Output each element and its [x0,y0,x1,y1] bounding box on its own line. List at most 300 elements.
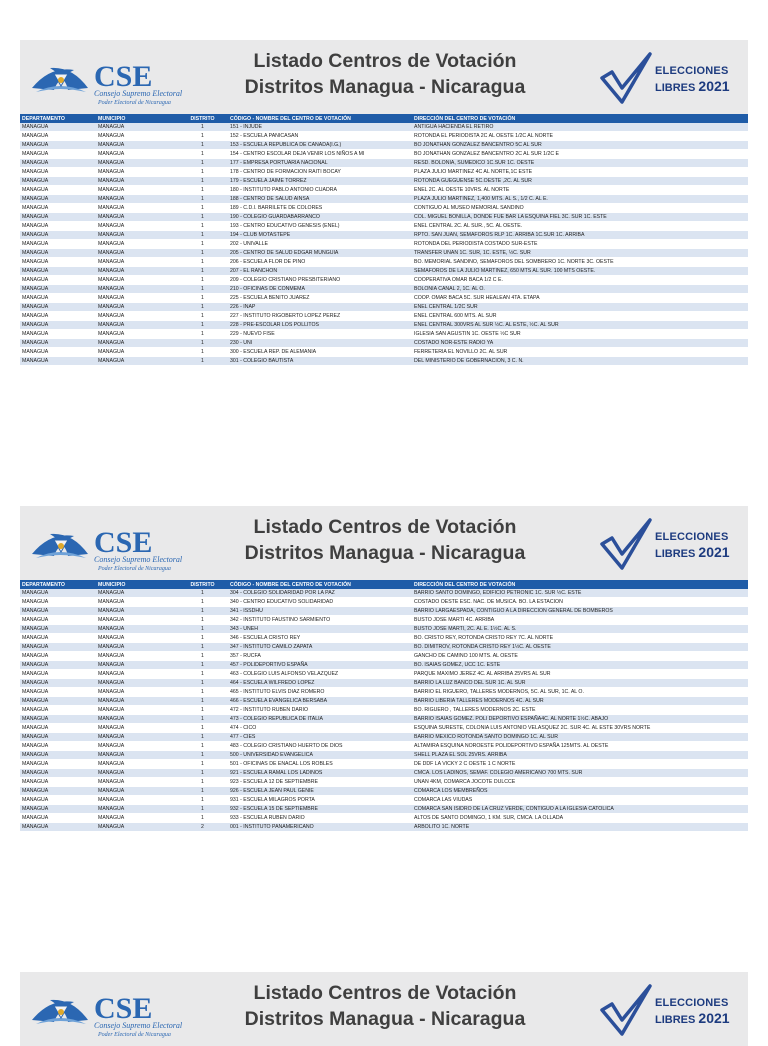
cell-departamento: MANAGUA [20,706,96,715]
table-row [20,267,748,276]
cell-direccion: CONTIGUO AL MUSEO MEMORIAL SANDINO [412,204,748,213]
table-row [20,724,748,733]
cse-logo [28,52,188,108]
cell-departamento: MANAGUA [20,240,96,249]
table-row [20,177,748,186]
table-row [20,652,748,661]
cell-centro-votacion: 226 - INAP [228,303,412,312]
cell-distrito: 1 [177,769,228,778]
badge-line-1: ELECCIONES [655,65,729,77]
cell-distrito: 1 [177,634,228,643]
cell-distrito: 1 [177,231,228,240]
cell-distrito: 1 [177,195,228,204]
cell-centro-votacion: 202 - UNIVALLE [228,240,412,249]
cell-municipio: MANAGUA [96,805,177,814]
cell-direccion: ROTONDA EL PERIODISTA 2C AL OESTE 1/2C AL NORTE [412,132,748,141]
cell-direccion: BARRIO MEXICO ROTONDA SANTO DOMINGO 1C. AL SUR [412,733,748,742]
cell-distrito: 1 [177,150,228,159]
cell-municipio: MANAGUA [96,222,177,231]
cell-distrito: 1 [177,697,228,706]
cell-distrito: 1 [177,339,228,348]
cell-municipio: MANAGUA [96,186,177,195]
cell-departamento: MANAGUA [20,778,96,787]
table-row [20,814,748,823]
cell-departamento: MANAGUA [20,805,96,814]
table-row [20,330,748,339]
table-row [20,679,748,688]
cell-centro-votacion: 179 - ESCUELA JAIME TORREZ [228,177,412,186]
column-header-direccion: DIRECCIÓN DEL CENTRO DE VOTACIÓN [412,114,748,123]
cell-municipio: MANAGUA [96,132,177,141]
cell-departamento: MANAGUA [20,339,96,348]
title-line-1: Listado Centros de Votación [253,516,517,538]
cell-distrito: 1 [177,204,228,213]
cell-centro-votacion: 304 - COLEGIO SOLIDARIDAD POR LA PAZ [228,589,412,598]
cell-centro-votacion: 193 - CENTRO EDUCATIVO GENESIS (ENEL) [228,222,412,231]
cell-municipio: MANAGUA [96,195,177,204]
table-row [20,321,748,330]
cell-centro-votacion: 152 - ESCUELA PANICASAN [228,132,412,141]
cell-direccion: BUSTO JOSE MARTI 4C. ARRIBA [412,616,748,625]
cell-distrito: 1 [177,132,228,141]
cell-centro-votacion: 190 - COLEGIO GUARDABARRANCO [228,213,412,222]
cell-direccion: PLAZA JULIO MARTINEZ, 1,400 MTS. AL S., 1/2 C. AL E. [412,195,748,204]
table-row [20,598,748,607]
elecciones-badge [598,980,748,1040]
table-row [20,123,748,132]
cell-direccion: COOPERATIVA OMAR BACA 1/2 C E. [412,276,748,285]
table-row [20,231,748,240]
cell-centro-votacion: 465 - INSTITUTO ELVIS DIAZ ROMERO [228,688,412,697]
cell-centro-votacion: 923 - ESCUELA 12 DE SEPTIEMBRE [228,778,412,787]
cell-direccion: BARRIO ISAIAS GOMEZ. POLI DEPORTIVO ESPAÑA4C. AL NORTE 1½C. ABAJO [412,715,748,724]
cell-centro-votacion: 932 - ESCUELA 15 DE SEPTIEMBRE [228,805,412,814]
cell-distrito: 1 [177,652,228,661]
checkmark-icon [598,514,654,574]
cell-departamento: MANAGUA [20,213,96,222]
cell-centro-votacion: 151 - INJUDE [228,123,412,132]
cell-direccion: RPTO. SAN JUAN, SEMAFOROS RLP 1C. ARRIBA 1C.SUR 1C. ARRIBA [412,231,748,240]
cell-centro-votacion: 933 - ESCUELA RUBEN DARIO [228,814,412,823]
voting-centers-table [20,580,748,832]
table-row [20,661,748,670]
cell-direccion: ENEL CENTRAL 1/2C SUR [412,303,748,312]
cell-direccion: BO JONATHAN GONZALEZ BANCENTRO 5C AL SUR [412,141,748,150]
cell-direccion: BO. CRISTO REY, ROTONDA CRISTO REY 7C. AL NORTE [412,634,748,643]
cell-departamento: MANAGUA [20,652,96,661]
cell-centro-votacion: 207 - EL RANCHON [228,267,412,276]
cell-departamento: MANAGUA [20,348,96,357]
cell-distrito: 1 [177,249,228,258]
cell-municipio: MANAGUA [96,742,177,751]
cell-departamento: MANAGUA [20,733,96,742]
cell-centro-votacion: 477 - CIES [228,733,412,742]
cell-centro-votacion: 343 - UNEH [228,625,412,634]
cell-centro-votacion: 154 - CENTRO ESCOLAR DEJA VENIR LOS NIÑOS A MI [228,150,412,159]
cell-distrito: 1 [177,688,228,697]
cell-direccion: SHELL PLAZA EL SOL 25VRS. ARRIBA [412,751,748,760]
table-row [20,607,748,616]
cell-direccion: BO JONATHAN GONZALEZ BANCENTRO 2C AL SUR 1/2C E [412,150,748,159]
cell-distrito: 1 [177,778,228,787]
badge-line-2: LIBRES [655,548,696,560]
logo-subtitle-2: Poder Electoral de Nicaragua [98,566,171,572]
cell-municipio: MANAGUA [96,303,177,312]
cell-municipio: MANAGUA [96,634,177,643]
cell-distrito: 1 [177,141,228,150]
logo-text: CSE [94,992,153,1025]
cell-departamento: MANAGUA [20,679,96,688]
cell-departamento: MANAGUA [20,294,96,303]
cell-centro-votacion: 483 - COLEGIO CRISTIANO HUERTO DE DIOS [228,742,412,751]
cell-distrito: 1 [177,715,228,724]
cell-departamento: MANAGUA [20,751,96,760]
cell-centro-votacion: 209 - COLEGIO CRISTIANO PRESBITERIANO [228,276,412,285]
cell-centro-votacion: 225 - ESCUELA BENITO JUAREZ [228,294,412,303]
cell-municipio: MANAGUA [96,168,177,177]
cell-direccion: BARRIO LA LUZ BANCO DEL SUR 1C. AL SUR [412,679,748,688]
cell-departamento: MANAGUA [20,357,96,366]
cell-centro-votacion: 501 - OFICINAS DE ENACAL LOS ROBLES [228,760,412,769]
logo-subtitle-2: Poder Electoral de Nicaragua [98,100,171,106]
cell-centro-votacion: 301 - COLEGIO BAUTISTA [228,357,412,366]
cell-municipio: MANAGUA [96,715,177,724]
cell-centro-votacion: 463 - COLEGIO LUIS ALFONSO VELAZQUEZ [228,670,412,679]
cell-centro-votacion: 153 - ESCUELA REPUBLICA DE CANADA(I.G.) [228,141,412,150]
cell-municipio: MANAGUA [96,697,177,706]
cell-direccion: BO. RIGUERO , TALLERES MODERNOS 2C. ESTE [412,706,748,715]
page-header [20,972,748,1046]
cell-distrito: 1 [177,285,228,294]
cell-municipio: MANAGUA [96,769,177,778]
cell-distrito: 1 [177,186,228,195]
cell-municipio: MANAGUA [96,607,177,616]
cell-direccion: ARBOLITO 1C. NORTE [412,823,748,832]
cell-distrito: 1 [177,598,228,607]
cell-direccion: COOP. OMAR BACA 5C. SUR HEALEAN 4TA. ETAPA [412,294,748,303]
table-row [20,697,748,706]
cell-distrito: 1 [177,159,228,168]
cell-departamento: MANAGUA [20,231,96,240]
cell-direccion: COL. MIGUEL BONILLA, DONDE FUE BAR LA ESQUINA FIEL 3C. SUR 1C. ESTE [412,213,748,222]
cell-centro-votacion: 357 - RUCFA [228,652,412,661]
cell-distrito: 1 [177,213,228,222]
column-header-municipio: MUNICIPIO [96,114,177,123]
cell-distrito: 1 [177,357,228,366]
cell-municipio: MANAGUA [96,760,177,769]
title-line-2: Distritos Managua - Nicaragua [244,1008,526,1030]
cell-distrito: 1 [177,321,228,330]
cell-distrito: 1 [177,222,228,231]
cell-departamento: MANAGUA [20,670,96,679]
logo-subtitle-1: Consejo Supremo Electoral [94,1021,183,1030]
cell-centro-votacion: 457 - POLIDEPORTIVO ESPAÑA [228,661,412,670]
cell-municipio: MANAGUA [96,796,177,805]
table-row [20,249,748,258]
page-title [210,980,560,1032]
cell-departamento: MANAGUA [20,661,96,670]
page-title [210,514,560,566]
voting-centers-table [20,114,748,366]
cell-direccion: DE DDF LA VICKY 2 C OESTE 1 C NORTE [412,760,748,769]
cell-municipio: MANAGUA [96,159,177,168]
cell-departamento: MANAGUA [20,796,96,805]
cell-municipio: MANAGUA [96,321,177,330]
cell-centro-votacion: 931 - ESCUELA MILAGROS PORTA [228,796,412,805]
cell-municipio: MANAGUA [96,598,177,607]
cell-departamento: MANAGUA [20,607,96,616]
cse-logo [28,518,188,574]
cell-direccion: BUSTO JOSE MARTI, 2C. AL E. 1½C. AL S. [412,625,748,634]
table-row [20,787,748,796]
cell-distrito: 1 [177,168,228,177]
cell-municipio: MANAGUA [96,823,177,832]
cell-departamento: MANAGUA [20,321,96,330]
cell-municipio: MANAGUA [96,357,177,366]
cell-departamento: MANAGUA [20,276,96,285]
cell-direccion: BO. MEMORIAL SANDINO, SEMAFOROS DEL SOMBRERO 1C. NORTE 3C. OESTE [412,258,748,267]
cell-direccion: DEL MINISTERIO DE GOBERNACION, 3 C. N. [412,357,748,366]
cell-direccion: BO. ISAIAS GOMEZ, UCC 1C. ESTE [412,661,748,670]
table-row [20,778,748,787]
cell-municipio: MANAGUA [96,204,177,213]
cell-centro-votacion: 194 - CLUB MOTASTEPE [228,231,412,240]
cell-municipio: MANAGUA [96,670,177,679]
cell-departamento: MANAGUA [20,132,96,141]
cell-centro-votacion: 177 - EMPRESA PORTUARIA NACIONAL [228,159,412,168]
cell-direccion: ALTAMIRA ESQUINA NOROESTE POLIDEPORTIVO ESPAÑA 125MTS. AL OESTE [412,742,748,751]
cell-centro-votacion: 230 - UNI [228,339,412,348]
cell-direccion: ROTONDA DEL PERIODISTA COSTADO SUR-ESTE [412,240,748,249]
table-row [20,222,748,231]
cell-centro-votacion: 342 - INSTITUTO FAUSTINO SARMIENTO [228,616,412,625]
cell-direccion: BARRIO LIBERIA TALLERES MODERNOS 4C. AL SUR [412,697,748,706]
badge-line-1: ELECCIONES [655,531,729,543]
cell-direccion: COSTADO OESTE ESC. NAC. DE MUSICA. BO. LA ESTACION [412,598,748,607]
table-row [20,186,748,195]
cell-direccion: ENEL CENTRAL 300VRS AL SUR ½C. AL ESTE, ½C. AL SUR [412,321,748,330]
table-row [20,150,748,159]
table-row [20,276,748,285]
table-row [20,643,748,652]
cell-distrito: 1 [177,796,228,805]
logo-subtitle-1: Consejo Supremo Electoral [94,555,183,564]
cell-centro-votacion: 921 - ESCUELA RAMAL LOS LADINOS [228,769,412,778]
column-header-centro-votacion: CÓDIGO - NOMBRE DEL CENTRO DE VOTACIÓN [228,114,412,123]
cell-centro-votacion: 346 - ESCUELA CRISTO REY [228,634,412,643]
cell-direccion: ROTONDA GUEGUENSE 5C.OESTE ,2C. AL SUR [412,177,748,186]
cell-distrito: 1 [177,123,228,132]
title-line-1: Listado Centros de Votación [253,982,517,1004]
cell-centro-votacion: 341 - ISSDHU [228,607,412,616]
cell-municipio: MANAGUA [96,330,177,339]
cell-direccion: PARQUE MAXIMO JEREZ 4C. AL ARRIBA 25VRS AL SUR [412,670,748,679]
cell-centro-votacion: 300 - ESCUELA REP. DE ALEMANIA [228,348,412,357]
cell-distrito: 1 [177,330,228,339]
cell-departamento: MANAGUA [20,249,96,258]
cell-municipio: MANAGUA [96,625,177,634]
cell-distrito: 1 [177,742,228,751]
table-row [20,796,748,805]
table-row [20,303,748,312]
cell-distrito: 1 [177,177,228,186]
cell-departamento: MANAGUA [20,186,96,195]
cell-municipio: MANAGUA [96,751,177,760]
cell-centro-votacion: 464 - ESCUELA WILFREDO LOPEZ [228,679,412,688]
cell-departamento: MANAGUA [20,823,96,832]
cell-municipio: MANAGUA [96,706,177,715]
table-row [20,213,748,222]
cell-distrito: 1 [177,294,228,303]
logo-subtitle-2: Poder Electoral de Nicaragua [98,1032,171,1038]
cell-direccion: BO. DIMITROV, ROTONDA CRISTO REY 1½C. AL OESTE [412,643,748,652]
cell-municipio: MANAGUA [96,339,177,348]
table-row [20,294,748,303]
cell-municipio: MANAGUA [96,177,177,186]
table-row [20,760,748,769]
table-row [20,348,748,357]
badge-line-1: ELECCIONES [655,997,729,1009]
cell-departamento: MANAGUA [20,625,96,634]
cell-municipio: MANAGUA [96,285,177,294]
cell-municipio: MANAGUA [96,231,177,240]
cell-distrito: 1 [177,348,228,357]
cell-centro-votacion: 473 - COLEGIO REPUBLICA DE ITALIA [228,715,412,724]
column-header-departamento: DEPARTAMENTO [20,580,96,589]
cell-direccion: FERRETERIA EL NOVILLO 2C. AL SUR [412,348,748,357]
cell-departamento: MANAGUA [20,715,96,724]
cell-departamento: MANAGUA [20,643,96,652]
cell-distrito: 1 [177,760,228,769]
logo-text: CSE [94,60,153,93]
cell-municipio: MANAGUA [96,312,177,321]
cell-departamento: MANAGUA [20,814,96,823]
table-row [20,339,748,348]
logo-subtitle-1: Consejo Supremo Electoral [94,89,183,98]
page-header [20,506,748,580]
table-row [20,751,748,760]
cell-distrito: 1 [177,607,228,616]
cell-distrito: 1 [177,258,228,267]
table-row [20,742,748,751]
cell-direccion: TRANSFER UNAN 1C. SUR, 1C. ESTE, ½C. SUR [412,249,748,258]
cell-distrito: 1 [177,625,228,634]
column-header-distrito: DISTRITO [177,580,228,589]
table-row [20,715,748,724]
logo-text: CSE [94,526,153,559]
cell-direccion: BOLONIA CANAL 2, 1C. AL O. [412,285,748,294]
badge-year: 2021 [698,1010,730,1026]
cell-municipio: MANAGUA [96,276,177,285]
cell-centro-votacion: 210 - OFICINAS DE CONMEMA [228,285,412,294]
badge-year: 2021 [698,544,730,560]
cell-municipio: MANAGUA [96,294,177,303]
cell-direccion: SEMAFOROS DE LA JULIO MARTINEZ, 650 MTS AL SUR. 100 MTS OESTE. [412,267,748,276]
table-row [20,670,748,679]
cell-centro-votacion: 001 - INSTITUTO PANAMERICANO [228,823,412,832]
cell-municipio: MANAGUA [96,348,177,357]
cell-distrito: 1 [177,805,228,814]
cell-departamento: MANAGUA [20,123,96,132]
cell-centro-votacion: 180 - INSTITUTO PABLO ANTONIO CUADRA [228,186,412,195]
report-page [20,506,748,832]
cell-departamento: MANAGUA [20,598,96,607]
cell-municipio: MANAGUA [96,141,177,150]
table-row [20,159,748,168]
cell-departamento: MANAGUA [20,141,96,150]
table-row [20,312,748,321]
cell-municipio: MANAGUA [96,814,177,823]
badge-line-2: LIBRES [655,82,696,94]
cell-departamento: MANAGUA [20,204,96,213]
column-header-municipio: MUNICIPIO [96,580,177,589]
cell-distrito: 1 [177,267,228,276]
cell-direccion: ENEL CENTRAL 2C. AL SUR., 5C. AL OESTE. [412,222,748,231]
cell-direccion: BARRIO EL RIGUERO, TALLERES MODERNOS, 5C. AL SUR, 1C. AL O. [412,688,748,697]
table-row [20,168,748,177]
report-page [20,40,748,366]
cell-departamento: MANAGUA [20,787,96,796]
cell-municipio: MANAGUA [96,240,177,249]
cell-municipio: MANAGUA [96,778,177,787]
cell-direccion: COMARCA LAS VIUDAS [412,796,748,805]
cell-centro-votacion: 178 - CENTRO DE FORMACION RAITI BOCAY [228,168,412,177]
cell-municipio: MANAGUA [96,733,177,742]
cell-municipio: MANAGUA [96,688,177,697]
table-row [20,357,748,366]
cell-departamento: MANAGUA [20,724,96,733]
cell-centro-votacion: 474 - CICO [228,724,412,733]
cell-municipio: MANAGUA [96,258,177,267]
cell-centro-votacion: 188 - CENTRO DE SALUD AINSA [228,195,412,204]
cell-direccion: UNAN 4KM, COMARCA JOCOTE DULCCE [412,778,748,787]
cell-centro-votacion: 205 - CENTRO DE SALUD EDGAR MUNGUIA [228,249,412,258]
cell-distrito: 1 [177,679,228,688]
table-row [20,769,748,778]
table-row [20,823,748,832]
page-header [20,40,748,114]
cell-direccion: GANCHO DE CAMINO 100 MTS. AL OESTE [412,652,748,661]
cell-departamento: MANAGUA [20,258,96,267]
table-row [20,132,748,141]
cell-distrito: 1 [177,240,228,249]
cell-municipio: MANAGUA [96,150,177,159]
cell-municipio: MANAGUA [96,589,177,598]
cell-departamento: MANAGUA [20,177,96,186]
cell-municipio: MANAGUA [96,652,177,661]
table-row [20,258,748,267]
table-row [20,204,748,213]
cell-distrito: 1 [177,312,228,321]
cell-departamento: MANAGUA [20,150,96,159]
cell-departamento: MANAGUA [20,634,96,643]
cell-departamento: MANAGUA [20,760,96,769]
cell-distrito: 1 [177,751,228,760]
cell-direccion: ENEL CENTRAL 600 MTS. AL SUR [412,312,748,321]
cell-direccion: BARRIO LARGAESPADA, CONTIGUO A LA DIRECCION GENERAL DE BOMBEROS [412,607,748,616]
cell-departamento: MANAGUA [20,312,96,321]
cell-direccion: IGLESIA SAN AGUSTIN 1C. OESTE ½C SUR [412,330,748,339]
table-row [20,285,748,294]
cell-distrito: 1 [177,661,228,670]
cell-centro-votacion: 189 - C.D.I. BARRILETE DE COLORES [228,204,412,213]
cell-distrito: 1 [177,814,228,823]
table-row [20,141,748,150]
cell-municipio: MANAGUA [96,616,177,625]
cell-distrito: 1 [177,670,228,679]
cell-centro-votacion: 229 - NUEVO FISE [228,330,412,339]
cell-distrito: 1 [177,643,228,652]
